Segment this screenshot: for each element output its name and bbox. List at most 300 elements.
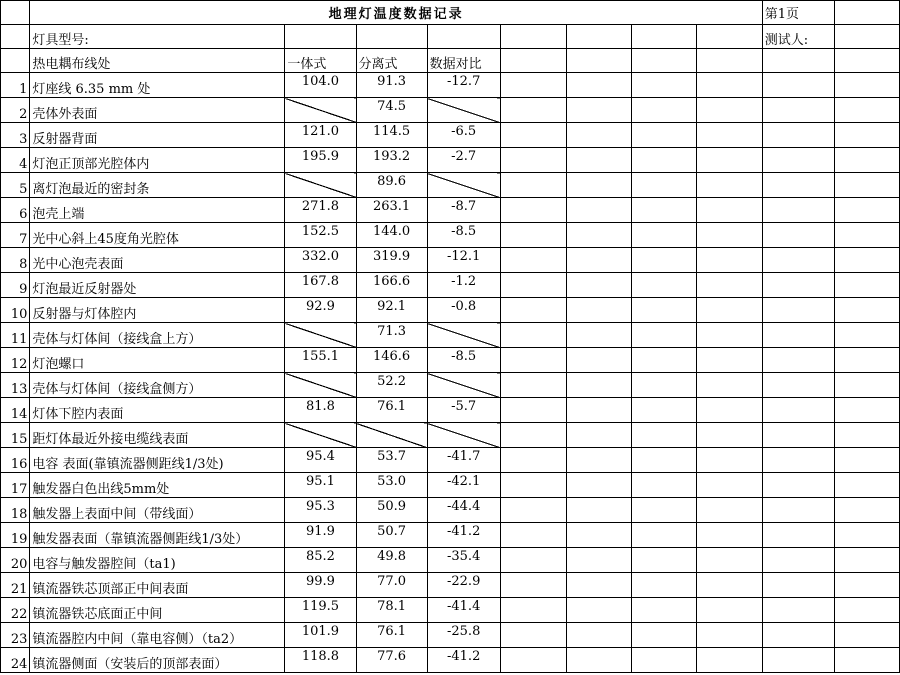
row-number[interactable]: 24 <box>1 648 30 673</box>
cell[interactable] <box>566 198 631 223</box>
cell[interactable] <box>632 448 697 473</box>
cell[interactable] <box>697 498 762 523</box>
integrated-value-cell[interactable]: 195.9 <box>285 148 356 173</box>
separated-value-cell[interactable]: 49.8 <box>356 548 427 573</box>
cell[interactable] <box>697 623 762 648</box>
cell[interactable] <box>834 498 899 523</box>
compare-value-cell[interactable]: -1.2 <box>427 273 500 298</box>
cell[interactable] <box>762 298 834 323</box>
cell[interactable] <box>566 98 631 123</box>
integrated-value-cell[interactable]: 121.0 <box>285 123 356 148</box>
cell[interactable] <box>697 323 762 348</box>
location-cell[interactable]: 镇流器腔内中间（靠电容侧）（ta2） <box>30 623 285 648</box>
location-cell[interactable]: 灯体下腔内表面 <box>30 398 285 423</box>
integrated-value-cell[interactable]: 101.9 <box>285 623 356 648</box>
compare-value-cell[interactable]: -8.7 <box>427 198 500 223</box>
cell[interactable] <box>566 373 631 398</box>
separated-value-cell[interactable]: 77.0 <box>356 573 427 598</box>
cell[interactable] <box>632 323 697 348</box>
model-label[interactable]: 灯具型号: <box>30 25 285 49</box>
location-cell[interactable]: 壳体与灯体间（接线盒上方） <box>30 323 285 348</box>
separated-value-cell[interactable]: 193.2 <box>356 148 427 173</box>
separated-value-cell[interactable]: 92.1 <box>356 298 427 323</box>
cell[interactable] <box>566 49 631 73</box>
column-header-compare[interactable]: 数据对比 <box>427 49 500 73</box>
integrated-value-cell[interactable]: 81.8 <box>285 398 356 423</box>
cell[interactable] <box>500 373 566 398</box>
separated-value-cell[interactable]: 74.5 <box>356 98 427 123</box>
location-cell[interactable]: 电容 表面(靠镇流器侧距线1/3处) <box>30 448 285 473</box>
cell[interactable] <box>834 223 899 248</box>
cell[interactable] <box>697 398 762 423</box>
cell[interactable] <box>834 25 899 49</box>
table-row <box>1 273 900 298</box>
cell[interactable] <box>566 273 631 298</box>
cell[interactable] <box>697 348 762 373</box>
compare-value-cell[interactable]: -44.4 <box>427 498 500 523</box>
integrated-value-cell[interactable]: 155.1 <box>285 348 356 373</box>
table-row <box>1 248 900 273</box>
cell[interactable] <box>566 548 631 573</box>
cell[interactable] <box>762 73 834 98</box>
separated-value-cell[interactable]: 76.1 <box>356 398 427 423</box>
cell[interactable] <box>834 348 899 373</box>
cell[interactable] <box>632 548 697 573</box>
tester-label[interactable]: 测试人: <box>762 25 834 49</box>
cell[interactable] <box>697 173 762 198</box>
cell[interactable] <box>697 523 762 548</box>
row-number[interactable]: 12 <box>1 348 30 373</box>
cell[interactable] <box>566 623 631 648</box>
cell[interactable] <box>834 198 899 223</box>
compare-value-cell[interactable]: -41.4 <box>427 598 500 623</box>
compare-value-cell[interactable]: -12.1 <box>427 248 500 273</box>
cell[interactable] <box>834 548 899 573</box>
cell[interactable] <box>762 173 834 198</box>
cell[interactable] <box>834 173 899 198</box>
cell[interactable] <box>697 273 762 298</box>
cell[interactable] <box>632 348 697 373</box>
row-number[interactable]: 21 <box>1 573 30 598</box>
cell[interactable] <box>500 25 566 49</box>
integrated-value-cell[interactable]: 95.4 <box>285 448 356 473</box>
table-row <box>1 548 900 573</box>
location-cell[interactable]: 反射器背面 <box>30 123 285 148</box>
cell[interactable] <box>500 623 566 648</box>
row-number[interactable]: 22 <box>1 598 30 623</box>
cell[interactable] <box>834 298 899 323</box>
cell[interactable] <box>632 98 697 123</box>
cell[interactable] <box>632 423 697 448</box>
cell[interactable] <box>762 223 834 248</box>
row-number[interactable]: 10 <box>1 298 30 323</box>
cell[interactable] <box>762 623 834 648</box>
location-cell[interactable]: 灯泡螺口 <box>30 348 285 373</box>
integrated-value-cell[interactable] <box>285 173 356 198</box>
compare-value-cell[interactable]: -35.4 <box>427 548 500 573</box>
column-header-separated[interactable]: 分离式 <box>356 49 427 73</box>
cell[interactable] <box>500 148 566 173</box>
compare-value-cell[interactable]: -2.7 <box>427 148 500 173</box>
cell[interactable] <box>1 1 30 25</box>
location-cell[interactable]: 反射器与灯体腔内 <box>30 298 285 323</box>
cell[interactable] <box>632 73 697 98</box>
compare-value-cell[interactable]: -41.2 <box>427 523 500 548</box>
cell[interactable] <box>762 648 834 673</box>
cell[interactable] <box>697 248 762 273</box>
cell[interactable] <box>632 223 697 248</box>
cell[interactable] <box>834 248 899 273</box>
cell[interactable] <box>356 25 427 49</box>
cell[interactable] <box>500 198 566 223</box>
compare-value-cell[interactable]: -22.9 <box>427 573 500 598</box>
cell[interactable] <box>762 473 834 498</box>
integrated-value-cell[interactable]: 85.2 <box>285 548 356 573</box>
row-number[interactable]: 3 <box>1 123 30 148</box>
compare-value-cell[interactable]: -41.2 <box>427 648 500 673</box>
row-number[interactable]: 4 <box>1 148 30 173</box>
row-number[interactable]: 11 <box>1 323 30 348</box>
row-number[interactable]: 23 <box>1 623 30 648</box>
integrated-value-cell[interactable]: 152.5 <box>285 223 356 248</box>
table-row <box>1 173 900 198</box>
integrated-value-cell[interactable]: 118.8 <box>285 648 356 673</box>
cell[interactable] <box>762 198 834 223</box>
title-row <box>1 1 900 25</box>
cell[interactable] <box>632 523 697 548</box>
integrated-value-cell[interactable]: 99.9 <box>285 573 356 598</box>
cell[interactable] <box>566 448 631 473</box>
cell[interactable] <box>632 248 697 273</box>
cell[interactable] <box>834 98 899 123</box>
table-row <box>1 298 900 323</box>
location-cell[interactable]: 壳体外表面 <box>30 98 285 123</box>
integrated-value-cell[interactable] <box>285 323 356 348</box>
row-number[interactable]: 16 <box>1 448 30 473</box>
cell[interactable] <box>632 25 697 49</box>
row-number[interactable]: 7 <box>1 223 30 248</box>
cell[interactable] <box>762 448 834 473</box>
integrated-value-cell[interactable]: 332.0 <box>285 248 356 273</box>
cell[interactable] <box>697 298 762 323</box>
cell[interactable] <box>697 148 762 173</box>
table-row <box>1 598 900 623</box>
separated-value-cell[interactable]: 53.7 <box>356 448 427 473</box>
cell[interactable] <box>697 223 762 248</box>
location-cell[interactable]: 距灯体最近外接电缆线表面 <box>30 423 285 448</box>
separated-value-cell[interactable]: 53.0 <box>356 473 427 498</box>
cell[interactable] <box>632 623 697 648</box>
cell[interactable] <box>834 49 899 73</box>
cell[interactable] <box>834 148 899 173</box>
cell[interactable] <box>566 473 631 498</box>
cell[interactable] <box>762 548 834 573</box>
cell[interactable] <box>834 373 899 398</box>
column-header-integrated[interactable]: 一体式 <box>285 49 356 73</box>
location-cell[interactable]: 镇流器侧面（安装后的顶部表面） <box>30 648 285 673</box>
cell[interactable] <box>697 73 762 98</box>
cell[interactable] <box>500 498 566 523</box>
compare-value-cell[interactable]: -12.7 <box>427 73 500 98</box>
cell[interactable] <box>566 25 631 49</box>
cell[interactable] <box>697 98 762 123</box>
integrated-value-cell[interactable]: 91.9 <box>285 523 356 548</box>
cell[interactable] <box>632 648 697 673</box>
cell[interactable] <box>566 573 631 598</box>
cell[interactable] <box>500 473 566 498</box>
cell[interactable] <box>500 73 566 98</box>
location-cell[interactable]: 触发器上表面中间（带线面） <box>30 498 285 523</box>
cell[interactable] <box>762 398 834 423</box>
cell[interactable] <box>500 49 566 73</box>
compare-value-cell[interactable]: -25.8 <box>427 623 500 648</box>
cell[interactable] <box>566 398 631 423</box>
cell[interactable] <box>500 548 566 573</box>
cell[interactable] <box>1 25 30 49</box>
cell[interactable] <box>762 49 834 73</box>
location-cell[interactable]: 触发器白色出线5mm处 <box>30 473 285 498</box>
separated-value-cell[interactable]: 146.6 <box>356 348 427 373</box>
integrated-value-cell[interactable]: 271.8 <box>285 198 356 223</box>
separated-value-cell[interactable]: 114.5 <box>356 123 427 148</box>
cell[interactable] <box>697 373 762 398</box>
row-number[interactable]: 1 <box>1 73 30 98</box>
row-number[interactable]: 18 <box>1 498 30 523</box>
cell[interactable] <box>632 123 697 148</box>
row-number[interactable]: 13 <box>1 373 30 398</box>
cell[interactable] <box>500 223 566 248</box>
cell[interactable] <box>834 523 899 548</box>
cell[interactable] <box>834 1 899 25</box>
sheet-title[interactable]: 地理灯温度数据记录 <box>30 1 762 25</box>
compare-value-cell[interactable]: -0.8 <box>427 298 500 323</box>
cell[interactable] <box>762 573 834 598</box>
separated-value-cell[interactable]: 78.1 <box>356 598 427 623</box>
cell[interactable] <box>566 498 631 523</box>
cell[interactable] <box>697 598 762 623</box>
separated-value-cell[interactable]: 166.6 <box>356 273 427 298</box>
cell[interactable] <box>834 323 899 348</box>
cell[interactable] <box>834 423 899 448</box>
cell[interactable] <box>500 573 566 598</box>
cell[interactable] <box>632 498 697 523</box>
cell[interactable] <box>834 573 899 598</box>
cell[interactable] <box>697 473 762 498</box>
cell[interactable] <box>500 173 566 198</box>
cell[interactable] <box>762 423 834 448</box>
cell[interactable] <box>500 248 566 273</box>
cell[interactable] <box>697 25 762 49</box>
integrated-value-cell[interactable]: 95.3 <box>285 498 356 523</box>
cell[interactable] <box>762 98 834 123</box>
cell[interactable] <box>697 648 762 673</box>
cell[interactable] <box>697 198 762 223</box>
cell[interactable] <box>566 523 631 548</box>
cell[interactable] <box>697 123 762 148</box>
compare-value-cell[interactable]: -41.7 <box>427 448 500 473</box>
separated-value-cell[interactable]: 71.3 <box>356 323 427 348</box>
row-number[interactable]: 20 <box>1 548 30 573</box>
cell[interactable] <box>834 398 899 423</box>
compare-value-cell[interactable] <box>427 373 500 398</box>
row-number[interactable]: 9 <box>1 273 30 298</box>
separated-value-cell[interactable]: 144.0 <box>356 223 427 248</box>
cell[interactable] <box>500 598 566 623</box>
cell[interactable] <box>762 348 834 373</box>
row-number[interactable]: 8 <box>1 248 30 273</box>
cell[interactable] <box>632 273 697 298</box>
compare-value-cell[interactable] <box>427 423 500 448</box>
compare-value-cell[interactable]: -8.5 <box>427 223 500 248</box>
cell[interactable] <box>697 573 762 598</box>
cell[interactable] <box>632 298 697 323</box>
compare-value-cell[interactable]: -5.7 <box>427 398 500 423</box>
cell[interactable] <box>632 198 697 223</box>
integrated-value-cell[interactable]: 95.1 <box>285 473 356 498</box>
cell[interactable] <box>500 298 566 323</box>
cell[interactable] <box>500 123 566 148</box>
location-cell[interactable]: 离灯泡最近的密封条 <box>30 173 285 198</box>
cell[interactable] <box>500 423 566 448</box>
cell[interactable] <box>834 648 899 673</box>
row-number[interactable]: 5 <box>1 173 30 198</box>
row-number[interactable]: 2 <box>1 98 30 123</box>
cell[interactable] <box>500 398 566 423</box>
cell[interactable] <box>632 598 697 623</box>
cell[interactable] <box>632 473 697 498</box>
location-cell[interactable]: 泡壳上端 <box>30 198 285 223</box>
cell[interactable] <box>762 598 834 623</box>
separated-value-cell[interactable]: 77.6 <box>356 648 427 673</box>
table-row <box>1 398 900 423</box>
cell[interactable] <box>762 498 834 523</box>
separated-value-cell[interactable]: 52.2 <box>356 373 427 398</box>
location-cell[interactable]: 镇流器铁芯顶部正中间表面 <box>30 573 285 598</box>
cell[interactable] <box>500 323 566 348</box>
cell[interactable] <box>566 423 631 448</box>
row-number[interactable]: 17 <box>1 473 30 498</box>
cell[interactable] <box>566 348 631 373</box>
table-row <box>1 98 900 123</box>
cell[interactable] <box>500 348 566 373</box>
separated-value-cell[interactable]: 91.3 <box>356 73 427 98</box>
cell[interactable] <box>632 398 697 423</box>
cell[interactable] <box>632 49 697 73</box>
cell[interactable] <box>834 448 899 473</box>
cell[interactable] <box>834 473 899 498</box>
integrated-value-cell[interactable]: 104.0 <box>285 73 356 98</box>
location-cell[interactable]: 灯座线 6.35 mm 处 <box>30 73 285 98</box>
compare-value-cell[interactable]: -8.5 <box>427 348 500 373</box>
cell[interactable] <box>566 648 631 673</box>
cell[interactable] <box>697 49 762 73</box>
cell[interactable] <box>834 623 899 648</box>
separated-value-cell[interactable] <box>356 423 427 448</box>
location-cell[interactable]: 触发器表面（靠镇流器侧距线1/3处） <box>30 523 285 548</box>
cell[interactable] <box>566 123 631 148</box>
separated-value-cell[interactable]: 50.7 <box>356 523 427 548</box>
cell[interactable] <box>500 273 566 298</box>
cell[interactable] <box>566 173 631 198</box>
cell[interactable] <box>834 273 899 298</box>
integrated-value-cell[interactable]: 167.8 <box>285 273 356 298</box>
integrated-value-cell[interactable] <box>285 423 356 448</box>
cell[interactable] <box>697 423 762 448</box>
cell[interactable] <box>566 323 631 348</box>
cell[interactable] <box>427 25 500 49</box>
integrated-value-cell[interactable]: 92.9 <box>285 298 356 323</box>
cell[interactable] <box>285 25 356 49</box>
cell[interactable] <box>1 49 30 73</box>
cell[interactable] <box>697 448 762 473</box>
cell[interactable] <box>834 598 899 623</box>
cell[interactable] <box>500 98 566 123</box>
location-cell[interactable]: 电容与触发器腔间（ta1) <box>30 548 285 573</box>
row-number[interactable]: 19 <box>1 523 30 548</box>
cell[interactable] <box>500 523 566 548</box>
cell[interactable] <box>697 548 762 573</box>
row-number[interactable]: 15 <box>1 423 30 448</box>
cell[interactable] <box>762 248 834 273</box>
location-cell[interactable]: 光中心斜上45度角光腔体 <box>30 223 285 248</box>
separated-value-cell[interactable]: 319.9 <box>356 248 427 273</box>
compare-value-cell[interactable] <box>427 98 500 123</box>
cell[interactable] <box>566 248 631 273</box>
separated-value-cell[interactable]: 263.1 <box>356 198 427 223</box>
location-cell[interactable]: 壳体与灯体间（接线盒侧方） <box>30 373 285 398</box>
cell[interactable] <box>632 373 697 398</box>
compare-value-cell[interactable]: -42.1 <box>427 473 500 498</box>
column-header-location[interactable]: 热电耦布线处 <box>30 49 285 73</box>
cell[interactable] <box>762 123 834 148</box>
cell[interactable] <box>566 223 631 248</box>
integrated-value-cell[interactable] <box>285 373 356 398</box>
separated-value-cell[interactable]: 89.6 <box>356 173 427 198</box>
cell[interactable] <box>566 73 631 98</box>
location-cell[interactable]: 灯泡最近反射器处 <box>30 273 285 298</box>
compare-value-cell[interactable]: -6.5 <box>427 123 500 148</box>
integrated-value-cell[interactable]: 119.5 <box>285 598 356 623</box>
table-row <box>1 73 900 98</box>
cell[interactable] <box>632 573 697 598</box>
cell[interactable] <box>762 148 834 173</box>
cell[interactable] <box>762 323 834 348</box>
cell[interactable] <box>632 173 697 198</box>
cell[interactable] <box>762 273 834 298</box>
cell[interactable] <box>834 123 899 148</box>
location-cell[interactable]: 灯泡正顶部光腔体内 <box>30 148 285 173</box>
cell[interactable] <box>500 448 566 473</box>
cell[interactable] <box>566 148 631 173</box>
separated-value-cell[interactable]: 50.9 <box>356 498 427 523</box>
row-number[interactable]: 6 <box>1 198 30 223</box>
row-number[interactable]: 14 <box>1 398 30 423</box>
cell[interactable] <box>632 148 697 173</box>
cell[interactable] <box>762 523 834 548</box>
cell[interactable] <box>566 298 631 323</box>
cell[interactable] <box>762 373 834 398</box>
separated-value-cell[interactable]: 76.1 <box>356 623 427 648</box>
compare-value-cell[interactable] <box>427 173 500 198</box>
compare-value-cell[interactable] <box>427 323 500 348</box>
integrated-value-cell[interactable] <box>285 98 356 123</box>
page-label[interactable]: 第1页 <box>762 1 834 25</box>
location-cell[interactable]: 光中心泡壳表面 <box>30 248 285 273</box>
cell[interactable] <box>566 598 631 623</box>
cell[interactable] <box>500 648 566 673</box>
location-cell[interactable]: 镇流器铁芯底面正中间 <box>30 598 285 623</box>
cell[interactable] <box>834 73 899 98</box>
